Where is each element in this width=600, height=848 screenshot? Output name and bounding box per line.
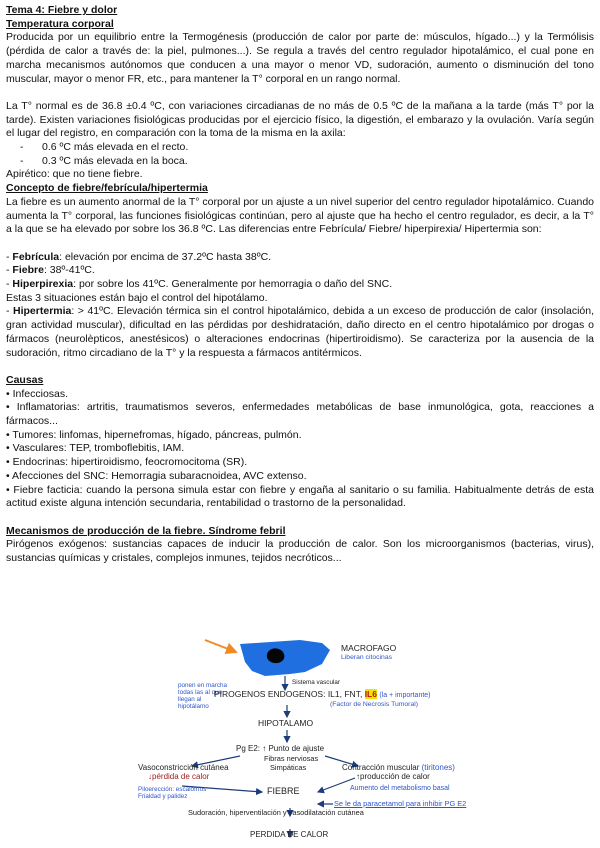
cause-item: • Fiebre facticia: cuando la persona simula estar con fiebre y engaña al sanitario o su familia. Habitualmente detrás de esta actitud existe alguna intención secundaria, rentabilidad o trastorno de la personalidad. bbox=[6, 483, 594, 510]
hipotalamo-label: HIPOTALAMO bbox=[258, 718, 314, 728]
hiperpirexia-item: - Hiperpirexia: por sobre los 41ºC. Generalmente por hemorragia o daño del SNC. bbox=[6, 278, 393, 291]
contraccion-label: Contracción muscular (tiritones) bbox=[342, 763, 455, 772]
vasoconstriccion-label: Vasoconstricción cutánea bbox=[138, 763, 229, 772]
ponen-note-line2: todas las al que bbox=[178, 689, 223, 696]
liberan-label: Liberan citocinas bbox=[341, 654, 393, 661]
cause-item: • Inflamatorias: artritis, traumatismos severos, enfermedades metabólicas de base inmunológica, gota, reacciones a fármacos... bbox=[6, 401, 594, 428]
fibras-label-line2: Simpáticas bbox=[270, 763, 307, 772]
causes-heading: Causas bbox=[6, 373, 44, 386]
il6-highlight: IL6 bbox=[364, 689, 377, 699]
macrofago-label: MACROFAGO bbox=[341, 643, 397, 653]
piloereccion-line2: Frialdad y palidez bbox=[138, 793, 188, 800]
fiebre-item: - Fiebre: 38º-41ºC. bbox=[6, 264, 95, 277]
ponen-note-line1: ponen en marcha bbox=[178, 682, 228, 689]
concept-heading: Concepto de fiebre/febrícula/hipertermia bbox=[6, 182, 208, 195]
macrophage-cell bbox=[240, 640, 330, 676]
page-title: Tema 4: Fiebre y dolor bbox=[6, 4, 118, 16]
temp-list-item-boca: - 0.3 ºC más elevada en la boca. bbox=[6, 155, 594, 169]
cause-item: • Vasculares: TEP, tromboflebitis, IAM. bbox=[6, 442, 185, 455]
sistema-vascular-label: Sistema vascular bbox=[292, 679, 340, 686]
pirogenos-label: PIROGENOS ENDOGENOS: IL1, FNT, IL6 (la + importante) bbox=[214, 689, 431, 699]
cause-item: • Endocrinas: hipertiroidismo, feocromocitoma (SR). bbox=[6, 456, 248, 469]
mechanisms-heading: Mecanismos de producción de la fiebre. Síndrome febril bbox=[6, 524, 286, 537]
factor-label: (Factor de Necrosis Tumoral) bbox=[330, 701, 419, 708]
cause-item: • Tumores: linfomas, hipernefromas, hígado, páncreas, pulmón. bbox=[6, 428, 302, 441]
fever-mechanism-diagram bbox=[0, 626, 600, 848]
fiebre-label: FIEBRE bbox=[267, 786, 300, 796]
concept-paragraph: La fiebre es un aumento anormal de la T° corporal por un ajuste a un nivel superior del centro regulador hipotalámico. Cuando aumenta la T° corporal, las funciones fisiológicas continúan, pero al ajuste que ha hecho el centro regulador, es decir, a la T° a la que se ha elevado por sobre los 36.8 ºC. Las diferencias entre Febrícula/ Fiebre/ hiperpirexia/ Hipertermia son: bbox=[6, 195, 594, 236]
fibras-label-line1: Fibras nerviosas bbox=[264, 754, 319, 763]
febricula-item: - Febrícula: elevación por encima de 37.2ºC hasta 38ºC. bbox=[6, 250, 272, 263]
perdida-calor-label: PERDIDA DE CALOR bbox=[250, 830, 329, 839]
paracetamol-note: Se le da paracetamol para inhibir PG E2 bbox=[334, 799, 467, 808]
mechanisms-paragraph: Pirógenos exógenos: sustancias capaces de inducir la producción de calor. Son los microorganismos (bacterias, virus), sustancias químicas y cristales, complejos inmunes, tejidos necróticos... bbox=[6, 538, 594, 565]
bajo-control-text: Estas 3 situaciones están bajo el control del hipotálamo. bbox=[6, 291, 268, 304]
punto-ajuste-label: Pg E2: ↑ Punto de ajuste bbox=[236, 744, 325, 753]
ponen-note-line3: llegan al bbox=[178, 696, 202, 703]
document-page bbox=[6, 4, 594, 566]
temp-list-item-recto: - 0.6 ºC más elevada en el recto. bbox=[6, 141, 594, 155]
cause-item: • Infecciosas. bbox=[6, 387, 69, 400]
perdida-calor-down-label: ↓pérdida de calor bbox=[148, 772, 210, 781]
temp-paragraph-2: La T° normal es de 36.8 ±0.4 ºC, con variaciones circadianas de no más de 0.5 ºC de la mañana a la tarde (más T° por la tarde). Existen variaciones fisiológicas producidas por el ejercicio físico, la digestión, el embarazo y la ovulación. Varía según el lugar del registro, en comparación con la toma de la misma en la axila: bbox=[6, 99, 594, 140]
aumento-metabolismo-label: Aumento del metabolismo basal bbox=[350, 785, 450, 792]
ponen-note-line4: hipotálamo bbox=[178, 703, 209, 710]
apiretico-definition: Apirético: que no tiene fiebre. bbox=[6, 168, 143, 181]
temp-paragraph-1: Producida por un equilibrio entre la Termogénesis (producción de calor por parte de: músculos, hígado...) y la Termólisis (pérdida de calor a través de: la piel, pulmones...). Se regula a través del centro regulador hipotalámico, el cual pone en marcha mecanismos autónomos que conducen a una mayor o menor VD, sudoración, aumento o disminución del tono muscular, mayor o menor FR, etc., para mantener la T° corporal en un rango normal. bbox=[6, 31, 594, 85]
temp-heading: Temperatura corporal bbox=[6, 17, 114, 30]
piloereccion-line1: Piloerección: escalofríos bbox=[138, 786, 207, 793]
pointer-arrow bbox=[205, 640, 236, 652]
hipertermia-item: - Hipertermia: > 41ºC. Elevación térmica sin el control hipotalámico, debida a un exceso de producción de calor (insolación, gran actividad muscular), dificultad en las pérdidas por deshidratación, daño directo en el centro hipotalámico por drogas o fármacos (neurolèpticos, anestésicos) o alteraciones endocrinas (hipertiroidismo). Se caracteriza por la ausencia de la sudoración, ritmo circadiano de la T° y la respuesta a fármacos antitérmicos. bbox=[6, 305, 594, 359]
cause-item: • Afecciones del SNC: Hemorragia subaracnoidea, AVC extenso. bbox=[6, 469, 307, 482]
sudoracion-label: Sudoración, hiperventilación y vasodilatación cutánea bbox=[188, 808, 364, 817]
produccion-calor-label: ↑producción de calor bbox=[356, 772, 430, 781]
